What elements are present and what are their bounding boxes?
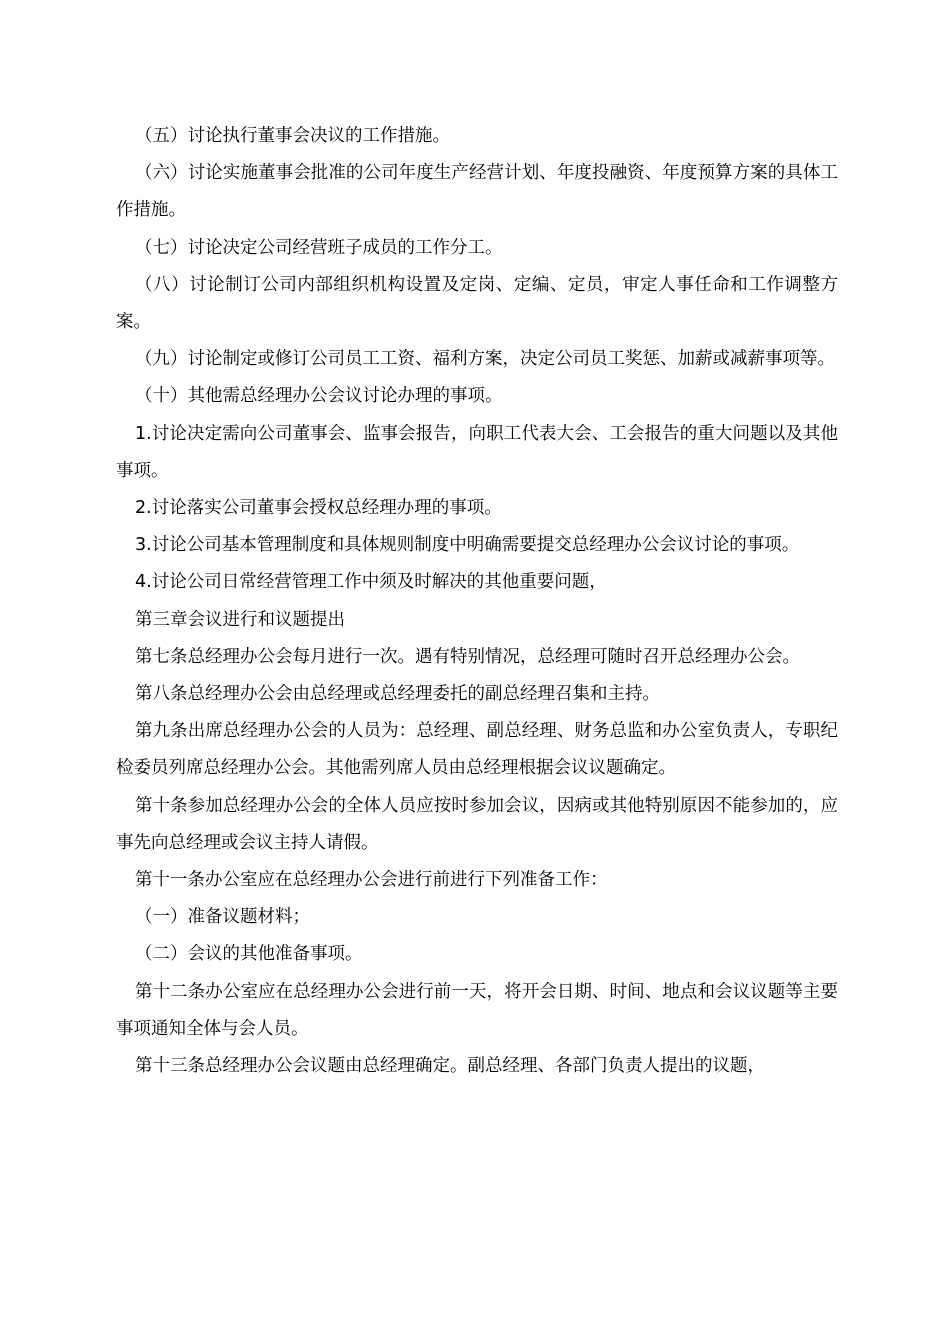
paragraph: 第八条总经理办公会由总经理或总经理委托的副总经理召集和主持。 bbox=[135, 684, 660, 705]
paragraph: （一）准备议题材料； bbox=[135, 907, 310, 928]
paragraph: （六）讨论实施董事会批准的公司年度生产经营计划、年度投融资、年度预算方案的具体工作措施。 bbox=[116, 163, 838, 221]
paragraph: 第十二条办公室应在总经理办公会进行前一天，将开会日期、时间、地点和会议议题等主要事项通知全体与会人员。 bbox=[116, 981, 838, 1039]
paragraph: 第十三条总经理办公会议题由总经理确定。副总经理、各部门负责人提出的议题， bbox=[135, 1056, 765, 1077]
paragraph: （九）讨论制定或修订公司员工工资、福利方案，决定公司员工奖惩、加薪或减薪事项等。 bbox=[135, 349, 835, 370]
paragraph: 2.讨论落实公司董事会授权总经理办理的事项。 bbox=[135, 498, 502, 519]
paragraph: 第十一条办公室应在总经理办公会进行前进行下列准备工作： bbox=[135, 870, 608, 891]
chapter-heading: 第三章会议进行和议题提出 bbox=[135, 609, 345, 630]
paragraph: 第十条参加总经理办公会的全体人员应按时参加会议，因病或其他特别原因不能参加的，应事先向总经理或会议主持人请假。 bbox=[116, 795, 838, 853]
paragraph: 4.讨论公司日常经营管理工作中须及时解决的其他重要问题， bbox=[135, 572, 607, 593]
paragraph: （八）讨论制订公司内部组织机构设置及定岗、定编、定员，审定人事任命和工作调整方案。 bbox=[116, 274, 838, 333]
paragraph: 第七条总经理办公会每月进行一次。遇有特别情况，总经理可随时召开总经理办公会。 bbox=[135, 646, 800, 667]
paragraph: （七）讨论决定公司经营班子成员的工作分工。 bbox=[135, 237, 503, 258]
paragraph: （五）讨论执行董事会决议的工作措施。 bbox=[135, 126, 450, 146]
paragraph: 1.讨论决定需向公司董事会、监事会报告，向职工代表大会、工会报告的重大问题以及其他事项。 bbox=[116, 423, 838, 481]
paragraph: 第九条出席总经理办公会的人员为：总经理、副总经理、财务总监和办公室负责人，专职纪检委员列席总经理办公会。其他需列席人员由总经理根据会议议题确定。 bbox=[116, 721, 838, 779]
paragraph: （十）其他需总经理办公会议讨论办理的事项。 bbox=[135, 386, 503, 407]
document-body bbox=[116, 118, 838, 1085]
paragraph: 3.讨论公司基本管理制度和具体规则制度中明确需要提交总经理办公会议讨论的事项。 bbox=[135, 535, 800, 556]
paragraph: （二）会议的其他准备事项。 bbox=[135, 944, 363, 965]
